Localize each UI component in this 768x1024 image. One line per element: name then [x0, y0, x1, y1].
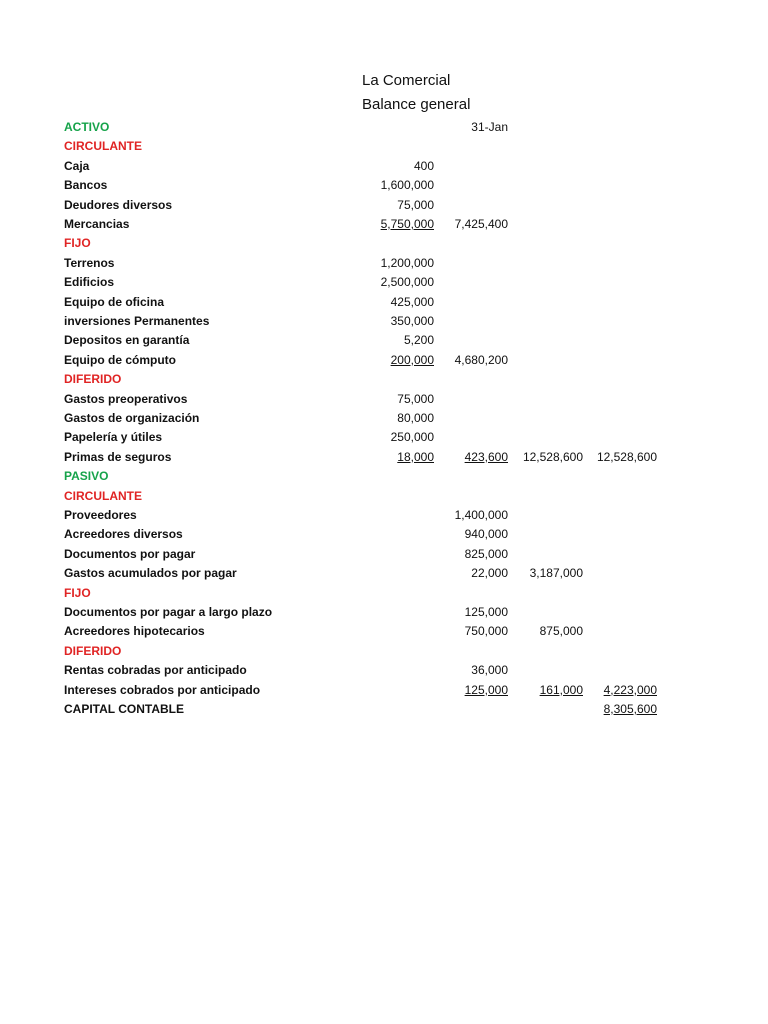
account-row	[0, 564, 768, 583]
account-name: Edificios	[64, 275, 115, 290]
amount-c1: 350,000	[390, 314, 434, 328]
account-name: Documentos por pagar a largo plazo	[64, 605, 273, 619]
account-name: Proveedores	[64, 508, 137, 522]
amount-c2: 125,000	[464, 682, 508, 697]
section-heading: FIJO	[64, 585, 91, 600]
amount-c2: 423,600	[464, 449, 508, 464]
account-row	[0, 603, 768, 622]
account-row	[0, 409, 768, 428]
amount-c2: 940,000	[464, 527, 508, 542]
amount-c2: 4,680,200	[454, 352, 508, 367]
amount-c4: 8,305,600	[603, 702, 657, 716]
account-row	[0, 681, 768, 700]
account-row	[0, 351, 768, 370]
account-row	[0, 293, 768, 312]
account-name: Equipo de cómputo	[64, 352, 176, 367]
account-row	[0, 525, 768, 544]
amount-c1: 1,600,000	[380, 178, 434, 193]
account-name: Rentas cobradas por anticipado	[64, 663, 247, 678]
account-name: Caja	[64, 158, 90, 173]
amount-c1: 18,000	[397, 449, 434, 464]
amount-c1: 2,500,000	[380, 275, 434, 290]
amount-c2: 22,000	[471, 566, 508, 581]
date-header: 31-Jan	[471, 120, 508, 134]
account-row	[0, 428, 768, 447]
section-heading: CIRCULANTE	[64, 139, 142, 154]
account-row	[0, 254, 768, 273]
section-heading-row	[0, 370, 768, 389]
amount-c1: 1,200,000	[380, 255, 434, 270]
account-name: Gastos preoperativos	[64, 391, 188, 406]
amount-c2: 1,400,000	[454, 508, 508, 522]
amount-c3: 3,187,000	[529, 566, 583, 581]
section-heading: DIFERIDO	[64, 643, 122, 658]
account-name: Terrenos	[64, 255, 115, 270]
account-name: Gastos de organización	[64, 411, 200, 425]
amount-c3: 161,000	[539, 682, 583, 697]
amount-c1: 5,200	[403, 333, 434, 348]
account-row	[0, 448, 768, 467]
section-heading-row	[0, 234, 768, 253]
amount-c1: 425,000	[390, 294, 434, 309]
section-heading: FIJO	[64, 236, 91, 251]
amount-c4: 12,528,600	[596, 449, 657, 464]
amount-c1: 250,000	[390, 430, 434, 445]
account-name: Bancos	[64, 178, 108, 193]
section-heading-row	[0, 467, 768, 486]
company-name: La Comercial	[362, 72, 451, 89]
account-name: Depositos en garantía	[64, 333, 190, 348]
amount-c2: 36,000	[471, 663, 508, 678]
section-heading: PASIVO	[64, 469, 109, 484]
section-heading: ACTIVO	[64, 120, 110, 134]
account-name: Acreedores hipotecarios	[64, 624, 205, 639]
section-heading: CIRCULANTE	[64, 488, 142, 503]
account-name: Documentos por pagar	[64, 546, 196, 561]
amount-c2: 125,000	[464, 605, 508, 619]
account-row	[0, 273, 768, 292]
document-title: Balance general	[362, 96, 471, 113]
section-heading-row	[0, 118, 768, 137]
account-row	[0, 312, 768, 331]
amount-c1: 5,750,000	[380, 217, 434, 231]
section-heading-row	[0, 487, 768, 506]
account-row	[0, 331, 768, 350]
account-name: Deudores diversos	[64, 197, 173, 212]
amount-c1: 80,000	[397, 411, 434, 425]
account-row	[0, 700, 768, 719]
account-row	[0, 661, 768, 680]
section-heading-row	[0, 584, 768, 603]
amount-c3: 875,000	[539, 624, 583, 639]
section-heading-row	[0, 642, 768, 661]
account-name: Equipo de oficina	[64, 294, 165, 309]
account-row	[0, 545, 768, 564]
account-row	[0, 622, 768, 641]
amount-c2: 825,000	[464, 546, 508, 561]
account-row	[0, 215, 768, 234]
account-name: inversiones Permanentes	[64, 314, 210, 328]
account-name: CAPITAL CONTABLE	[64, 702, 184, 716]
amount-c3: 12,528,600	[522, 449, 583, 464]
account-row	[0, 176, 768, 195]
amount-c2: 750,000	[464, 624, 508, 639]
account-name: Primas de seguros	[64, 449, 172, 464]
section-heading-row	[0, 137, 768, 156]
account-row	[0, 506, 768, 525]
amount-c1: 75,000	[397, 197, 434, 212]
section-heading: DIFERIDO	[64, 372, 122, 387]
account-row	[0, 390, 768, 409]
account-name: Papelería y útiles	[64, 430, 163, 445]
account-name: Mercancias	[64, 217, 130, 231]
amount-c1: 200,000	[390, 352, 434, 367]
account-name: Acreedores diversos	[64, 527, 183, 542]
account-row	[0, 196, 768, 215]
amount-c4: 4,223,000	[603, 682, 657, 697]
amount-c1: 75,000	[397, 391, 434, 406]
account-name: Intereses cobrados por anticipado	[64, 682, 261, 697]
account-row	[0, 157, 768, 176]
account-name: Gastos acumulados por pagar	[64, 566, 237, 581]
amount-c2: 7,425,400	[454, 217, 508, 231]
amount-c1: 400	[413, 158, 434, 173]
